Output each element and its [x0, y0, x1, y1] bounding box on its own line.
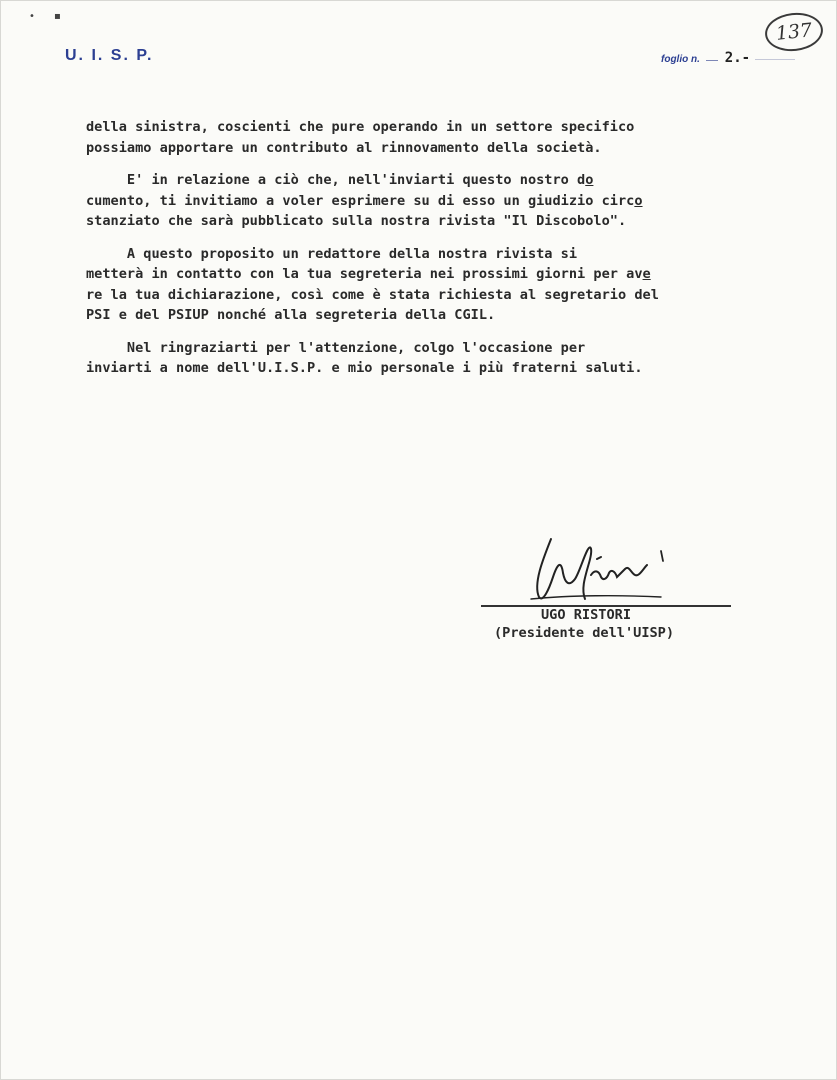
- line: stanziato che sarà pubblicato sulla nostra rivista "Il Discobolo".: [86, 213, 627, 229]
- line: inviarti a nome dell'U.I.S.P. e mio personale i più fraterni saluti.: [86, 360, 643, 376]
- folio-number: 2.-: [724, 50, 751, 66]
- underlined-fragment: o: [634, 192, 643, 209]
- folio-indicator: [661, 49, 795, 67]
- handwritten-signature: [521, 529, 671, 609]
- paragraph-1: [86, 117, 786, 158]
- archive-number-stamp: 137: [763, 10, 825, 54]
- line: metterà in contatto con la tua segreteria nei prossimi giorni per av: [86, 266, 643, 282]
- folio-label: foglio n.: [661, 54, 700, 65]
- line: A questo proposito un redattore della nostra rivista si: [86, 245, 578, 262]
- line: E' in relazione a ciò che, nell'inviarti questo nostro d: [86, 172, 586, 188]
- signatory-title: (Presidente dell'UISP): [494, 625, 675, 641]
- folio-underline: [755, 59, 795, 60]
- line: della sinistra, coscienti che pure operando in un settore specifico: [86, 119, 635, 135]
- line: re la tua dichiarazione, così come è stata richiesta al segretario del: [86, 286, 659, 303]
- line: cumento, ti invitiamo a voler esprimere su di esso un giudizio circ: [86, 192, 635, 209]
- line: Nel ringraziarti per l'attenzione, colgo l'occasione per: [86, 339, 586, 356]
- letter-body: [86, 117, 786, 391]
- underlined-fragment: o: [585, 172, 594, 188]
- paragraph-2: [86, 170, 786, 232]
- paragraph-3: [86, 244, 786, 326]
- letterhead-organization: U. I. S. P.: [65, 47, 154, 64]
- folio-dash: [706, 60, 718, 61]
- line: PSI e del PSIUP nonché alla segreteria della CGIL.: [86, 307, 496, 323]
- paragraph-4: [86, 338, 786, 379]
- corner-marks: • ▪: [29, 11, 61, 22]
- signatory-name: UGO RISTORI: [541, 607, 632, 623]
- line: possiamo apportare un contributo al rinnovamento della società.: [86, 139, 602, 156]
- underlined-fragment: e: [642, 266, 651, 282]
